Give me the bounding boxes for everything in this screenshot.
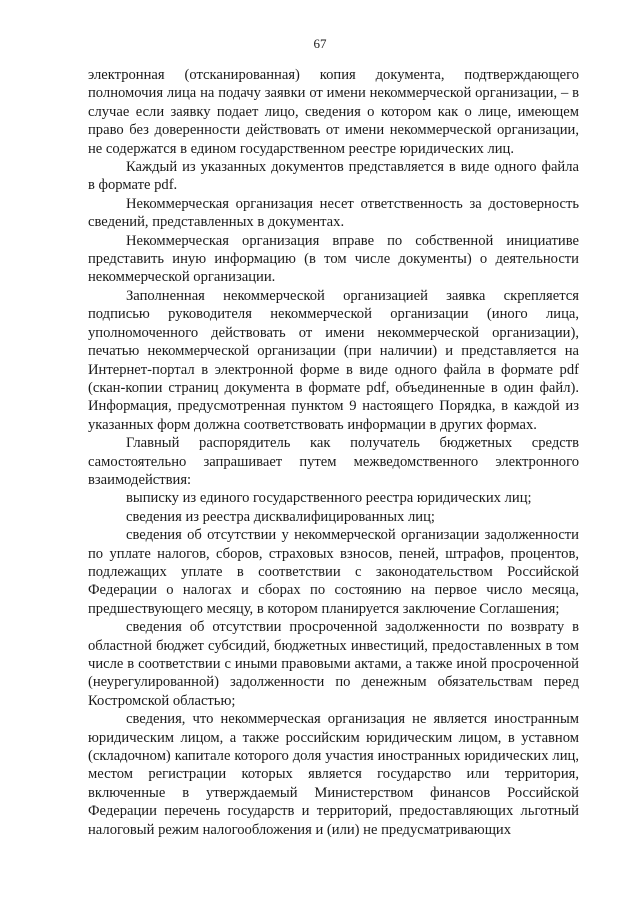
- paragraph: Каждый из указанных документов представляется в виде одного файла в формате pdf.: [88, 159, 579, 194]
- paragraph: сведения, что некоммерческая организация не является иностранным юридическим лицом, а также российским юридическим лицом, в уставном (складочном) капитале которого доля участия иностранных юридических лиц, местом регистрации которых является государство или территория, включенные в утверждаемый Министерством финансов Российской Федерации перечень государств и территорий, предоставляющих льготный налоговый режим налогообложения и (или) не предусматривающих: [88, 711, 579, 838]
- page-number: 67: [313, 36, 327, 51]
- paragraph: выписку из единого государственного реестра юридических лиц;: [126, 490, 532, 507]
- paragraph: Некоммерческая организация вправе по собственной инициативе представить иную информацию (в том числе документы) о деятельности некоммерческой организации.: [88, 232, 579, 286]
- paragraph: Заполненная некоммерческой организацией заявка скрепляется подписью руководителя некоммерческой организации (иного лица, уполномоченного действовать от имени некоммерческой организации), печатью некоммерческой организации (при наличии) и представляется на Интернет-портал в электронной форме в виде одного файла в формате pdf (скан-копии страниц документа в формате pdf, объединенные в один файл). Информация, предусмотренная пунктом 9 настоящего Порядка, в каждой из указанных форм должна соответствовать информации в других формах.: [88, 287, 579, 433]
- paragraph: Главный распорядитель как получатель бюджетных средств самостоятельно запрашивает путем межведомственного электронного взаимодействия:: [88, 435, 579, 488]
- paragraph: Некоммерческая организация несет ответственность за достоверность сведений, представленных в документах.: [88, 195, 579, 231]
- paragraph: сведения об отсутствии у некоммерческой организации задолженности по уплате налогов, сборов, страховых взносов, пеней, штрафов, процентов, подлежащих уплате в соответствии с законодательством Российской Федерации о налогах и сборах по состоянию на первое число месяца, предшествующего месяцу, в котором планируется заключение Соглашения;: [88, 527, 579, 617]
- paragraph: электронная (отсканированная) копия документа, подтверждающего полномочия лица на подачу заявки от имени некоммерческой организации, – в случае если заявку подает лицо, сведения о котором как о лице, имеющем право без доверенности действовать от имени некоммерческой организации, не содержатся в едином государственном реестре юридических лиц.: [88, 67, 579, 157]
- paragraph: сведения из реестра дисквалифицированных лиц;: [126, 508, 435, 525]
- paragraph: сведения об отсутствии просроченной задолженности по возврату в областной бюджет субсидий, бюджетных инвестиций, предоставленных в том числе в соответствии с иными правовыми актами, а также иной просроченной (неурегулированной) задолженности по денежным обязательствам перед Костромской областью;: [88, 619, 579, 709]
- document-body: [88, 66, 579, 839]
